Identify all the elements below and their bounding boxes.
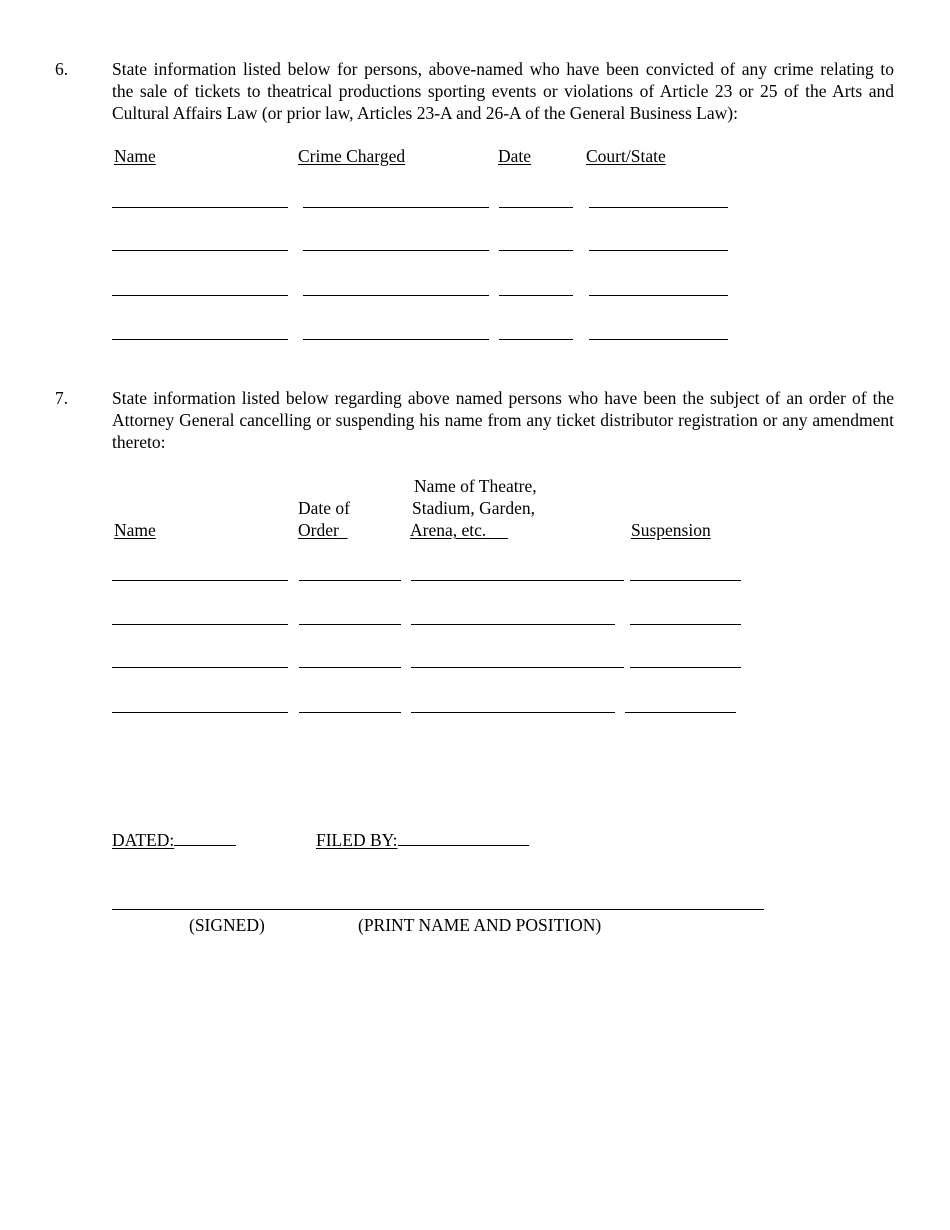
s6-row1-court-field[interactable] [589, 207, 728, 208]
s6-col-court-state: Court/State [586, 146, 666, 166]
s7-row1-date-field[interactable] [299, 580, 401, 581]
s7-col-date-line2-wrap [298, 519, 348, 541]
dated-field-group [112, 827, 236, 851]
s7-row1-suspension-field[interactable] [630, 580, 741, 581]
s7-row1-venue-field[interactable] [411, 580, 624, 581]
s6-row4-crime-field[interactable] [303, 339, 489, 340]
print-name-label: (PRINT NAME AND POSITION) [358, 915, 602, 935]
s6-col-name: Name [114, 146, 156, 166]
s6-row4-court-field[interactable] [589, 339, 728, 340]
s6-row2-court-field[interactable] [589, 250, 728, 251]
s7-row4-suspension-field[interactable] [625, 712, 736, 713]
s6-col-date: Date [498, 146, 532, 166]
dated-label: DATED: [112, 830, 175, 850]
s7-col-name: Name [114, 520, 156, 540]
s7-row4-venue-field[interactable] [411, 712, 615, 713]
s7-col-suspension: Suspension [631, 520, 711, 540]
s7-col-date-line1: Date of [298, 498, 350, 518]
section-6-line-1: State information listed below for persons, above-named who have been convicted of any crime relating to [112, 59, 894, 79]
s6-row2-date-field[interactable] [499, 250, 573, 251]
section-7-paragraph [112, 387, 894, 453]
section-7-line-3: thereto: [112, 432, 166, 452]
s6-row2-name-field[interactable] [112, 250, 288, 251]
s6-row3-court-field[interactable] [589, 295, 728, 296]
section-7-line-2: Attorney General cancelling or suspending his name from any ticket distributor registration or any amendment [112, 410, 894, 430]
filed-by-input[interactable] [398, 827, 529, 846]
s6-row3-crime-field[interactable] [303, 295, 489, 296]
signed-label: (SIGNED) [189, 915, 265, 935]
section-6-number: 6. [55, 59, 69, 79]
s7-col-date-line2: Order [298, 520, 339, 540]
section-7-line-1: State information listed below regarding above named persons who have been the subject of an order of the [112, 388, 894, 408]
dated-input[interactable] [174, 827, 236, 846]
s6-row4-name-field[interactable] [112, 339, 288, 340]
signature-line[interactable] [112, 909, 764, 910]
filed-by-field-group [316, 827, 529, 851]
s7-row2-venue-field[interactable] [411, 624, 615, 625]
s6-row1-date-field[interactable] [499, 207, 573, 208]
s7-col-venue-line3-wrap [410, 519, 508, 541]
s7-row4-name-field[interactable] [112, 712, 288, 713]
s6-row4-date-field[interactable] [499, 339, 573, 340]
s7-col-venue-line1: Name of Theatre, [414, 476, 537, 496]
s7-row1-name-field[interactable] [112, 580, 288, 581]
s6-row2-crime-field[interactable] [303, 250, 489, 251]
s7-row3-name-field[interactable] [112, 667, 288, 668]
s7-row3-venue-field[interactable] [411, 667, 624, 668]
s7-col-venue-line2: Stadium, Garden, [412, 498, 535, 518]
s6-col-crime-charged: Crime Charged [298, 146, 406, 166]
s7-col-venue-line3: Arena, etc. [410, 520, 487, 540]
s7-row4-date-field[interactable] [299, 712, 401, 713]
filed-by-label: FILED BY: [316, 830, 398, 850]
s6-row3-date-field[interactable] [499, 295, 573, 296]
section-6-paragraph [112, 58, 894, 124]
s6-row1-name-field[interactable] [112, 207, 288, 208]
section-6-line-2: the sale of tickets to theatrical productions sporting events or violations of Article 23 or 25 of the Arts and [112, 81, 894, 101]
s7-row2-name-field[interactable] [112, 624, 288, 625]
s6-row3-name-field[interactable] [112, 295, 288, 296]
s7-row2-suspension-field[interactable] [630, 624, 741, 625]
s7-row3-date-field[interactable] [299, 667, 401, 668]
section-7-number: 7. [55, 388, 69, 408]
section-6-line-3: Cultural Affairs Law (or prior law, Articles 23-A and 26-A of the General Business Law): [112, 103, 738, 123]
s6-row1-crime-field[interactable] [303, 207, 489, 208]
s7-row3-suspension-field[interactable] [630, 667, 741, 668]
s7-row2-date-field[interactable] [299, 624, 401, 625]
